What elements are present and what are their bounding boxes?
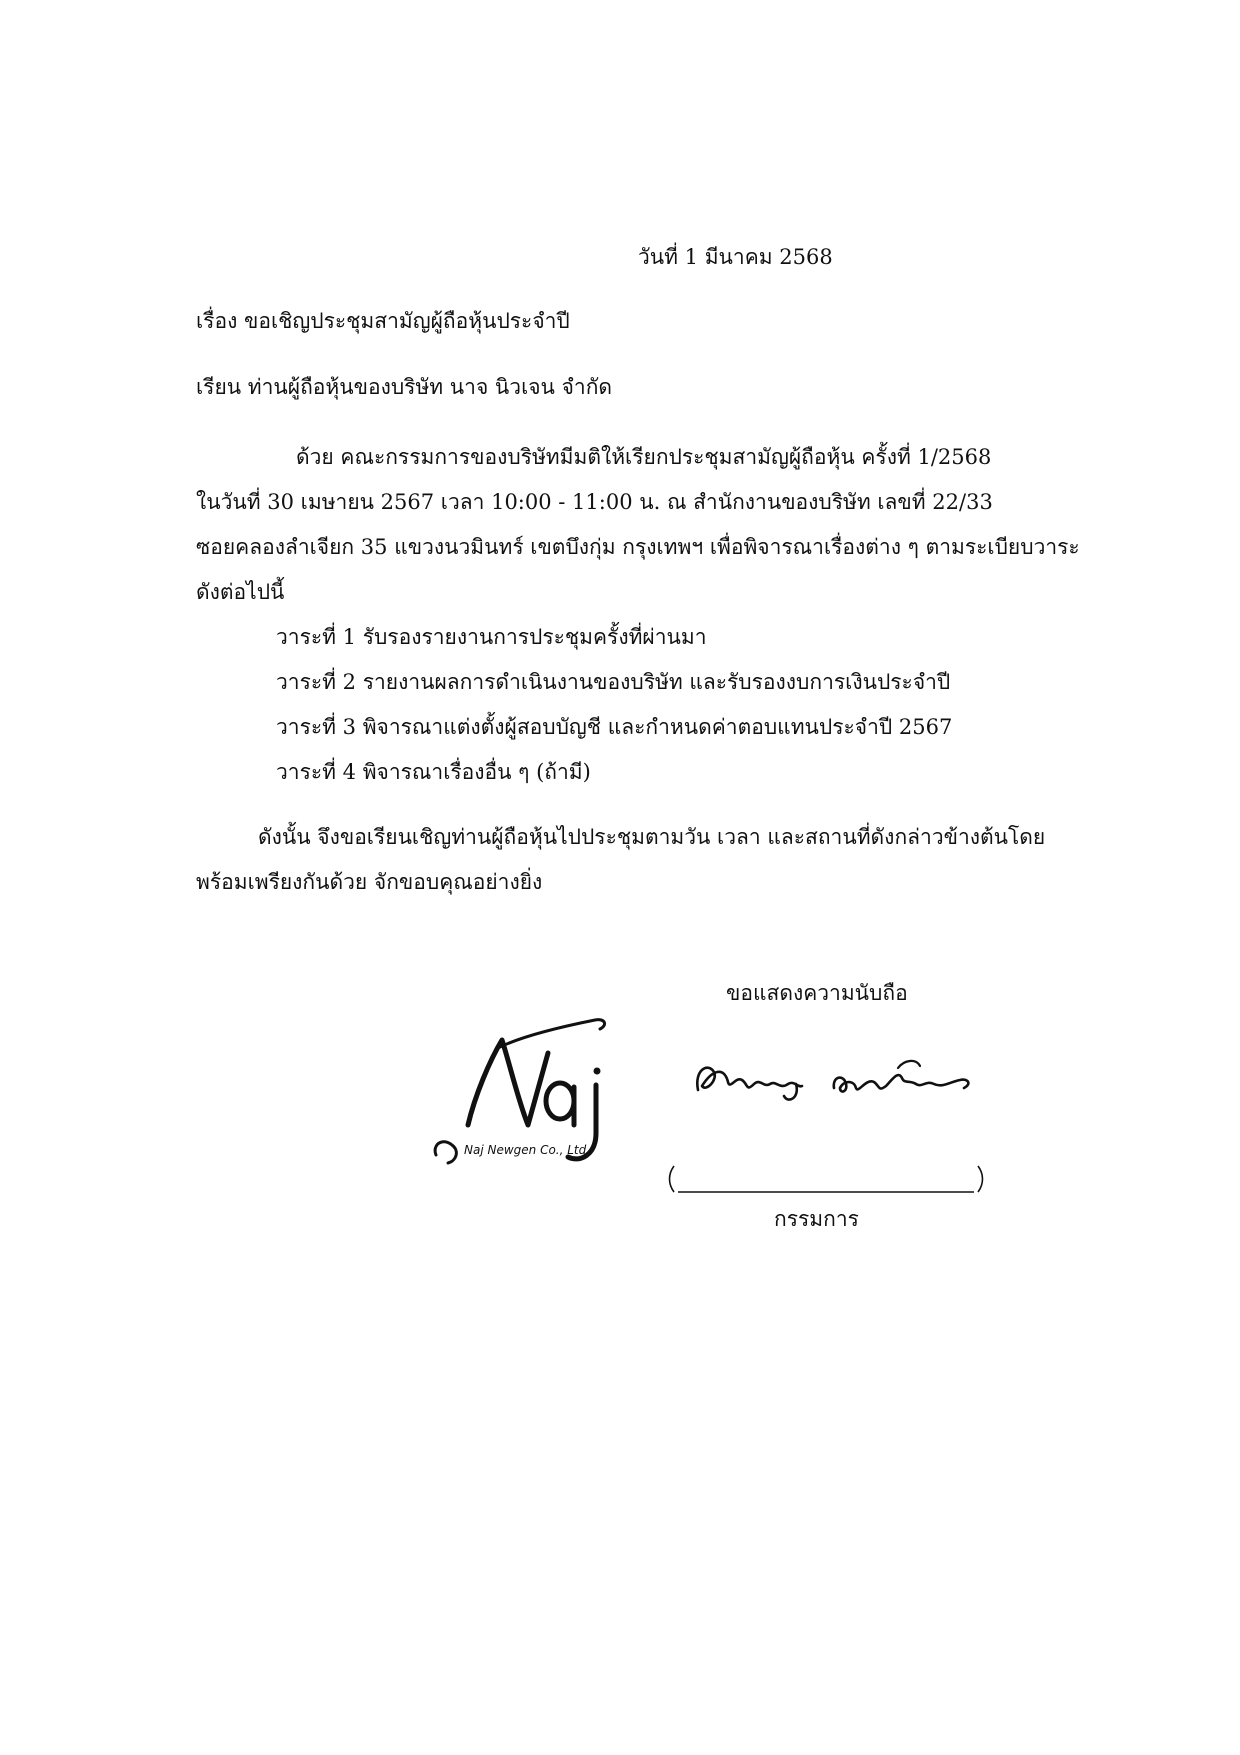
signature-name-line bbox=[666, 1160, 986, 1196]
body-paragraph-2-line: พร้อมเพรียงกันด้วย จักขอบคุณอย่างยิ่ง bbox=[196, 870, 543, 894]
agenda-item-2: วาระที่ 2 รายงานผลการดำเนินงานของบริษัท และรับรองงบการเงินประจำปี bbox=[276, 670, 951, 694]
letter-closing: ขอแสดงความนับถือ bbox=[726, 981, 908, 1005]
agenda-item-1: วาระที่ 1 รับรองรายงานการประชุมครั้งที่ผ่านมา bbox=[276, 625, 707, 649]
signer-position: กรรมการ bbox=[774, 1207, 859, 1231]
body-paragraph-1-line: ดังต่อไปนี้ bbox=[196, 580, 285, 604]
company-logo-caption: Naj Newgen Co., Ltd. bbox=[464, 1143, 591, 1157]
agenda-item-4: วาระที่ 4 พิจารณาเรื่องอื่น ๆ (ถ้ามี) bbox=[276, 760, 591, 784]
letter-date: วันที่ 1 มีนาคม 2568 bbox=[638, 245, 833, 269]
body-paragraph-1-line: ซอยคลองลำเจียก 35 แขวงนวมินทร์ เขตบึงกุ่ม กรุงเทพฯ เพื่อพิจารณาเรื่องต่าง ๆ ตามระเบียบวาระ bbox=[196, 535, 1080, 559]
body-paragraph-1-line: ในวันที่ 30 เมษายน 2567 เวลา 10:00 - 11:00 น. ณ สำนักงานของบริษัท เลขที่ 22/33 bbox=[196, 490, 993, 514]
body-paragraph-2-line: ดังนั้น จึงขอเรียนเชิญท่านผู้ถือหุ้นไปประชุมตามวัน เวลา และสถานที่ดังกล่าวข้างต้นโดย bbox=[258, 825, 1046, 849]
handwritten-signature-icon bbox=[684, 1040, 984, 1120]
agenda-item-3: วาระที่ 3 พิจารณาแต่งตั้งผู้สอบบัญชี และกำหนดค่าตอบแทนประจำปี 2567 bbox=[276, 715, 953, 739]
letter-salutation: เรียน ท่านผู้ถือหุ้นของบริษัท นาจ นิวเจน จำกัด bbox=[196, 375, 613, 399]
body-paragraph-1-line: ด้วย คณะกรรมการของบริษัทมีมติให้เรียกประชุมสามัญผู้ถือหุ้น ครั้งที่ 1/2568 bbox=[296, 445, 992, 469]
letter-subject: เรื่อง ขอเชิญประชุมสามัญผู้ถือหุ้นประจำปี bbox=[196, 309, 570, 333]
